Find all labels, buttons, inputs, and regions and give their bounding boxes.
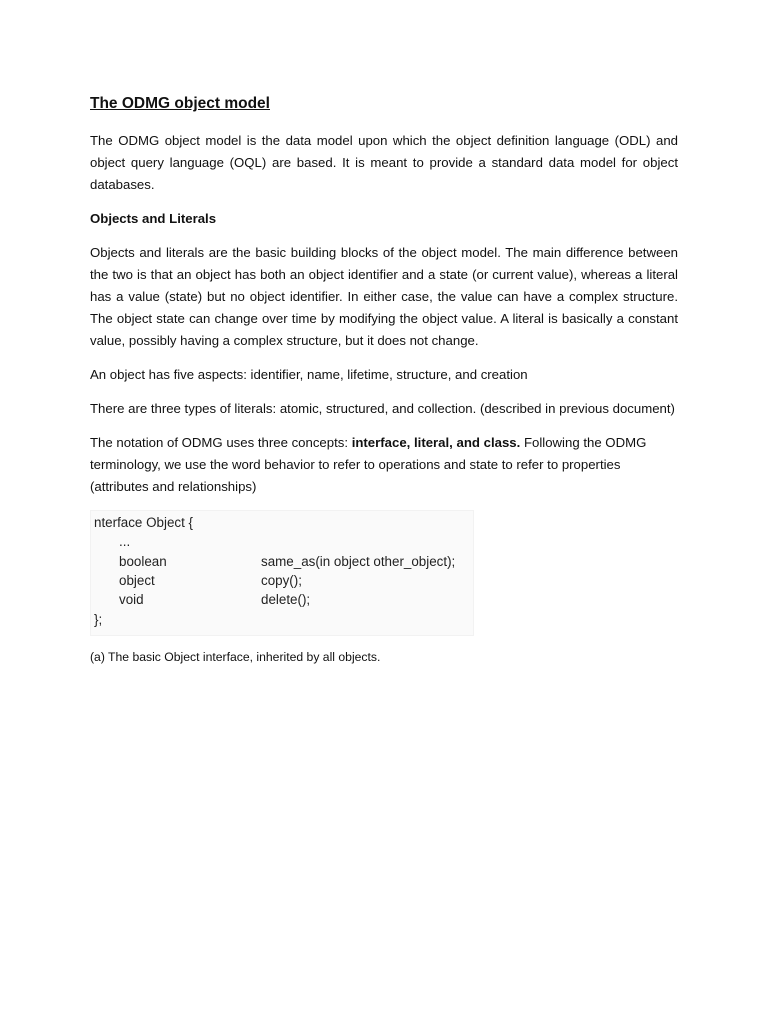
code-row-signature: copy(); bbox=[261, 573, 302, 588]
document-page bbox=[90, 92, 678, 666]
literal-types-paragraph: There are three types of literals: atomic, structured, and collection. (described in previous document) bbox=[90, 401, 675, 416]
aspects-paragraph: An object has five aspects: identifier, name, lifetime, structure, and creation bbox=[90, 367, 528, 382]
code-footer: }; bbox=[94, 612, 103, 627]
document-title: The ODMG object model bbox=[90, 95, 270, 112]
code-header: nterface Object { bbox=[94, 515, 193, 530]
code-row-type: void bbox=[119, 592, 144, 607]
objects-literals-paragraph: Objects and literals are the basic building blocks of the object model. The main difference between the two is that an object has both an object identifier and a state (or current value), whereas a literal has a value (state) but no object identifier. In either case, the value can have a complex structure. The object state can change over time by modifying the object value. A literal is basically a constant value, possibly having a complex structure, but it does not change. bbox=[90, 245, 678, 348]
code-row-type: object bbox=[119, 573, 155, 588]
code-ellipsis: ... bbox=[119, 534, 131, 549]
figure-caption: (a) The basic Object interface, inherited by all objects. bbox=[90, 650, 381, 664]
code-row-signature: delete(); bbox=[261, 592, 311, 607]
object-interface-code-figure bbox=[90, 510, 474, 636]
code-row-signature: same_as(in object other_object); bbox=[261, 554, 456, 569]
code-row-type: boolean bbox=[119, 554, 167, 569]
section-heading-objects-literals: Objects and Literals bbox=[90, 211, 217, 226]
notation-paragraph bbox=[90, 432, 678, 498]
notation-concepts: interface, literal, and class. bbox=[351, 435, 521, 450]
notation-prefix: The notation of ODMG uses three concepts: bbox=[90, 435, 352, 450]
intro-paragraph: The ODMG object model is the data model upon which the object definition language (ODL) and object query language (OQL) are based. It is meant to provide a standard data model for object databases. bbox=[90, 133, 678, 192]
notation-suffix: Following the ODMG terminology, we use the word behavior to refer to operations and state to refer to properties (attributes and relationships) bbox=[90, 435, 647, 494]
